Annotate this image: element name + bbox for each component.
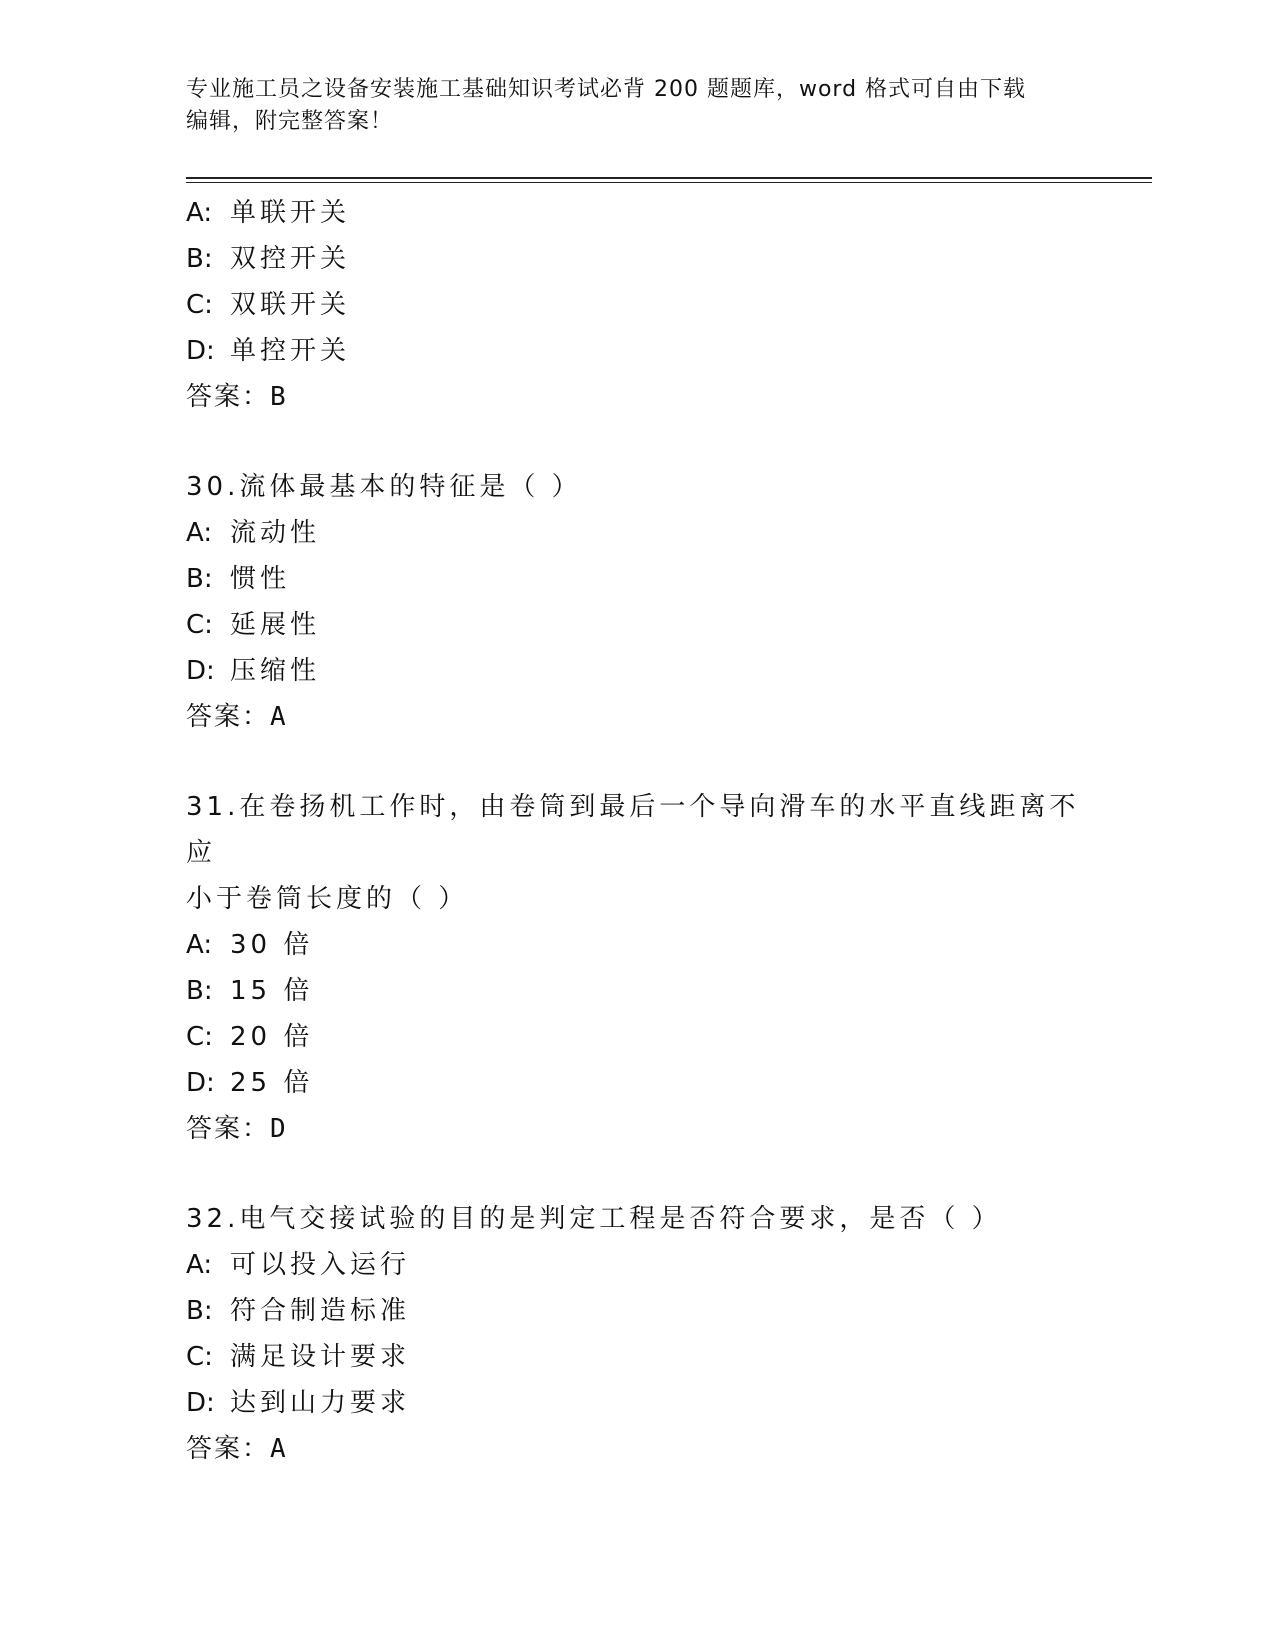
question-title: 30.流体最基本的特征是（ ） bbox=[186, 472, 582, 502]
option-key: A: bbox=[186, 518, 213, 548]
document-header bbox=[186, 74, 1086, 138]
question-title: 32.电气交接试验的目的是判定工程是否符合要求，是否（ ） bbox=[186, 1204, 1002, 1234]
option-text: 单联开关 bbox=[230, 198, 351, 228]
answer-value: A bbox=[270, 702, 286, 732]
option-b bbox=[186, 968, 1086, 1014]
question-31 bbox=[186, 784, 1086, 1152]
answer-line bbox=[186, 694, 1086, 740]
option-text: 双联开关 bbox=[230, 290, 351, 320]
question-list bbox=[186, 190, 1086, 1472]
option-key: D: bbox=[186, 1068, 215, 1098]
option-b bbox=[186, 1288, 1086, 1334]
option-c bbox=[186, 1014, 1086, 1060]
option-key: C: bbox=[186, 1342, 213, 1372]
option-text: 压缩性 bbox=[230, 656, 321, 686]
option-key: A: bbox=[186, 1250, 213, 1280]
option-d bbox=[186, 1380, 1086, 1426]
option-key: D: bbox=[186, 1388, 215, 1418]
question-32 bbox=[186, 1196, 1086, 1472]
option-text: 惯性 bbox=[230, 564, 291, 594]
answer-label: 答案： bbox=[186, 1434, 271, 1464]
question-30 bbox=[186, 464, 1086, 740]
option-key: B: bbox=[186, 244, 213, 274]
header-title-line-1: 专业施工员之设备安装施工基础知识考试必背 200 题题库，word 格式可自由下载 bbox=[186, 77, 1027, 102]
answer-line bbox=[186, 374, 1086, 420]
option-text: 达到山力要求 bbox=[230, 1388, 411, 1418]
option-d bbox=[186, 328, 1086, 374]
option-key: C: bbox=[186, 1022, 213, 1052]
option-c bbox=[186, 602, 1086, 648]
option-text: 15 倍 bbox=[230, 976, 314, 1006]
header-divider-thick bbox=[186, 177, 1152, 179]
option-key: B: bbox=[186, 564, 213, 594]
option-text: 可以投入运行 bbox=[230, 1250, 411, 1280]
option-d bbox=[186, 648, 1086, 694]
answer-value: B bbox=[270, 382, 286, 412]
option-text: 符合制造标准 bbox=[230, 1296, 411, 1326]
answer-line bbox=[186, 1426, 1086, 1472]
option-key: A: bbox=[186, 930, 213, 960]
answer-value: D bbox=[270, 1114, 286, 1144]
option-a bbox=[186, 510, 1086, 556]
option-c bbox=[186, 1334, 1086, 1380]
option-key: D: bbox=[186, 656, 215, 686]
option-text: 25 倍 bbox=[230, 1068, 314, 1098]
option-a bbox=[186, 1242, 1086, 1288]
answer-line bbox=[186, 1106, 1086, 1152]
option-text: 延展性 bbox=[230, 610, 321, 640]
option-key: B: bbox=[186, 1296, 213, 1326]
header-divider-thin bbox=[186, 182, 1152, 183]
option-c bbox=[186, 282, 1086, 328]
answer-value: A bbox=[270, 1434, 286, 1464]
option-text: 满足设计要求 bbox=[230, 1342, 411, 1372]
question-title-line-1: 31.在卷扬机工作时，由卷筒到最后一个导向滑车的水平直线距离不应 bbox=[186, 792, 1080, 868]
header-title-line-2: 编辑，附完整答案！ bbox=[186, 109, 394, 134]
question-title-line-2: 小于卷筒长度的（ ） bbox=[186, 884, 469, 914]
option-text: 流动性 bbox=[230, 518, 321, 548]
option-a bbox=[186, 190, 1086, 236]
answer-label: 答案： bbox=[186, 702, 271, 732]
option-text: 单控开关 bbox=[230, 336, 351, 366]
answer-label: 答案： bbox=[186, 1114, 271, 1144]
option-a bbox=[186, 922, 1086, 968]
option-text: 双控开关 bbox=[230, 244, 351, 274]
option-key: C: bbox=[186, 610, 213, 640]
option-key: B: bbox=[186, 976, 213, 1006]
answer-label: 答案： bbox=[186, 382, 271, 412]
option-b bbox=[186, 556, 1086, 602]
option-key: D: bbox=[186, 336, 215, 366]
question-29-partial bbox=[186, 190, 1086, 420]
option-key: A: bbox=[186, 198, 213, 228]
option-text: 30 倍 bbox=[230, 930, 314, 960]
option-d bbox=[186, 1060, 1086, 1106]
option-text: 20 倍 bbox=[230, 1022, 314, 1052]
option-b bbox=[186, 236, 1086, 282]
option-key: C: bbox=[186, 290, 213, 320]
